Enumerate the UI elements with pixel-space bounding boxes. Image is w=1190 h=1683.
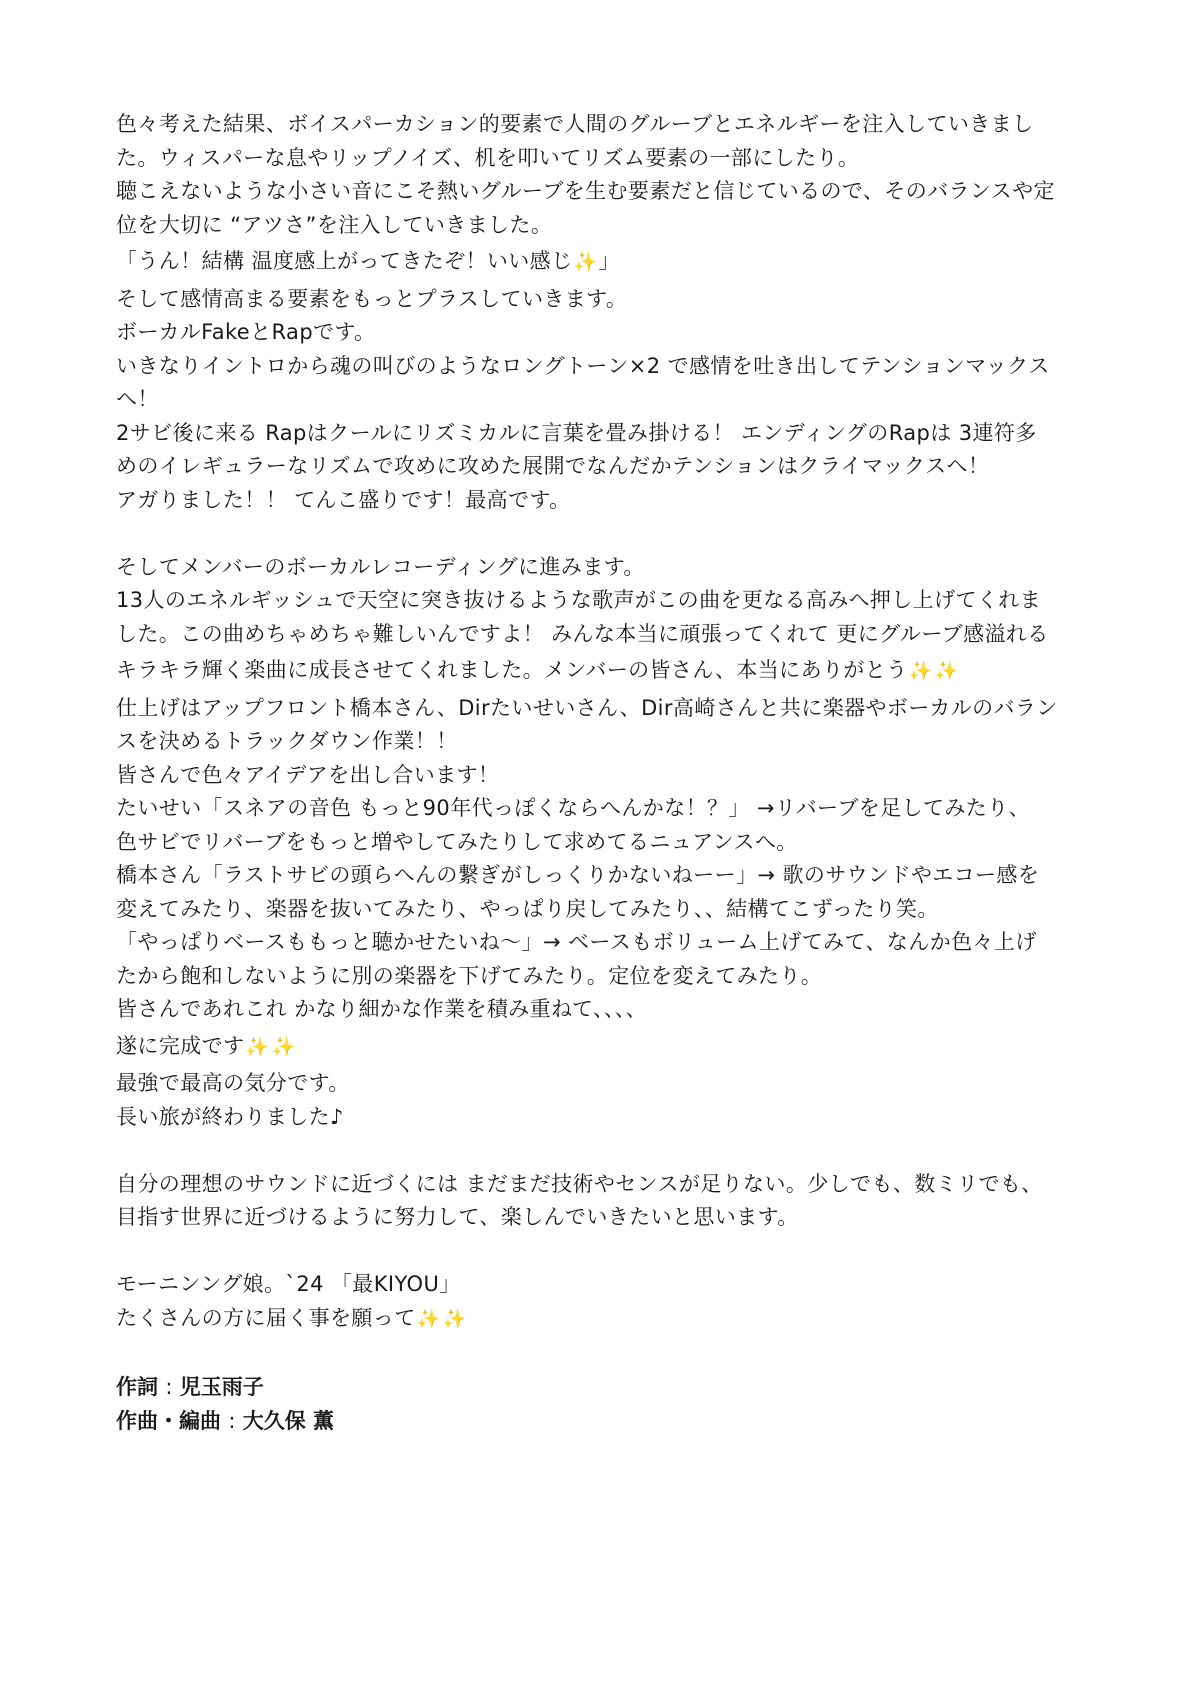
quote-close: 」 [598, 249, 620, 273]
text-line: たから飽和しないように別の楽器を下げてみたり。定位を変えてみたり。 [116, 963, 823, 988]
sparkle-icon: ✨ [908, 660, 933, 682]
paragraph-4 [116, 551, 1096, 652]
credit-lyrics [116, 1370, 1096, 1404]
text-line: 色サビでリバーブをもっと増やしてみたりして求めてるニュアンスへ。 [116, 829, 798, 854]
text-line: 目指す世界に近づけるように努力して、楽しんでいきたいと思います。 [116, 1205, 799, 1229]
text-line: 仕上げはアップフロント橋本さん、Dirたいせいさん、Dir高崎さんと共に楽器やボーカルのバラン [116, 695, 1058, 720]
text-line: アガりました！！ てんこ盛りです！最高です。 [116, 487, 571, 512]
text-line: 皆さんであれこれ かなり細かな作業を積み重ねて、、、、 [116, 997, 648, 1021]
complete-text: 遂に完成です [116, 1033, 245, 1058]
text-line [116, 654, 1096, 689]
sparkle-icon: ✨ [934, 660, 959, 682]
text-line: そしてメンバーのボーカルレコーディングに進みます。 [116, 554, 645, 579]
text-line [116, 1302, 1096, 1337]
sparkle-icon: ✨ [416, 1307, 441, 1330]
credit-label: 作詞 [116, 1374, 158, 1399]
paragraph-7 [116, 1030, 1096, 1065]
text-line: 聴こえないような小さい音にこそ熱いグルーブを生む要素だと信じているので、そのバランスや定 [116, 179, 1055, 203]
credit-label: 作曲・編曲 [116, 1408, 221, 1433]
text-line: そして感情高まる要素をもっとプラスしていきます。 [116, 286, 628, 311]
credit-value: 大久保 薫 [242, 1408, 335, 1433]
text-line [116, 1030, 1096, 1065]
text-line: した。この曲めちゃめちゃ難しいんですよ！ みんな本当に頑張ってくれて 更にグルーブ感溢れる [116, 621, 1049, 646]
credits [116, 1370, 1096, 1438]
document-body [116, 108, 1096, 1438]
paragraph-2 [116, 245, 1096, 280]
thanks-text: キラキラ輝く楽曲に成長させてくれました。メンバーの皆さん、本当にありがとう [116, 658, 908, 682]
paragraph-5 [116, 654, 1096, 689]
text-line: た。ウィスパーな息やリップノイズ、机を叩いてリズム要素の一部にしたり。 [116, 145, 860, 170]
paragraph-11 [116, 1302, 1096, 1337]
text-line: 橋本さん「ラストサビの頭らへんの繋ぎがしっくりかないねーー」→ 歌のサウンドやエコー感を [116, 863, 1040, 887]
paragraph-1 [116, 108, 1096, 242]
text-line: 位を大切に “アツさ”を注入していきました。 [116, 212, 553, 237]
text-line: へ！ [116, 387, 159, 411]
quote-text: 「うん！結構 温度感上がってきたぞ！いい感じ [116, 249, 573, 273]
sparkle-icon: ✨ [245, 1035, 270, 1058]
sparkle-icon: ✨ [271, 1035, 296, 1058]
credit-separator: : [165, 1374, 173, 1399]
text-line: 色々考えた結果、ボイスパーカション的要素で人間のグルーブとエネルギーを注入していきまし [116, 112, 1034, 136]
text-line: 2サビ後に来る Rapはクールにリズミカルに言葉を畳み掛ける！ エンディングのRapは 3連符多 [116, 420, 1037, 445]
text-line: 最強で最高の気分です。 [116, 1071, 350, 1095]
song-title-line: モーニンング娘。`24 「最KIYOU」 [116, 1272, 461, 1296]
text-line: スを決めるトラックダウン作業！！ [116, 729, 458, 753]
text-line [116, 245, 1096, 280]
sparkle-icon: ✨ [573, 251, 598, 273]
credit-value: 児玉雨子 [179, 1374, 264, 1399]
text-line: たいせい「スネアの音色 もっと90年代っぽくならへんかな！？」 →リバーブを足してみたり、 [116, 796, 1030, 820]
text-line: 変えてみたり、楽器を抜いてみたり、やっぱり戻してみたり、、結構てこずったり笑。 [116, 896, 939, 921]
paragraph-8 [116, 1067, 1096, 1134]
text-line: 「やっぱりベースももっと聴かせたいね〜」→ ベースもボリューム上げてみて、なんか色々上げ [116, 930, 1037, 954]
text-line: 13人のエネルギッシュで天空に突き抜けるような歌声がこの曲を更なる高みへ押し上げてくれま [116, 588, 1042, 612]
credit-music [116, 1404, 1096, 1438]
text-line: 皆さんで色々アイデアを出し合います！ [116, 762, 500, 787]
text-line: 自分の理想のサウンドに近づくには まだまだ技術やセンスが足りない。少しでも、数ミリでも、 [116, 1171, 1043, 1196]
paragraph-3 [116, 283, 1096, 518]
paragraph-10 [116, 1268, 1096, 1302]
paragraph-9 [116, 1168, 1096, 1235]
text-line: 長い旅が終わりました♪ [116, 1104, 344, 1129]
text-line: いきなりイントロから魂の叫びのようなロングトーン×2 で感情を吐き出してテンションマックス [116, 353, 1050, 378]
wish-text: たくさんの方に届く事を願って [116, 1305, 416, 1330]
credit-separator: : [228, 1408, 236, 1433]
paragraph-6 [116, 692, 1096, 1027]
text-line: ボーカルFakeとRapです。 [116, 320, 376, 344]
text-line: めのイレギュラーなリズムで攻めに攻めた展開でなんだかテンションはクライマックスへ！ [116, 454, 990, 478]
sparkle-icon: ✨ [442, 1307, 467, 1330]
